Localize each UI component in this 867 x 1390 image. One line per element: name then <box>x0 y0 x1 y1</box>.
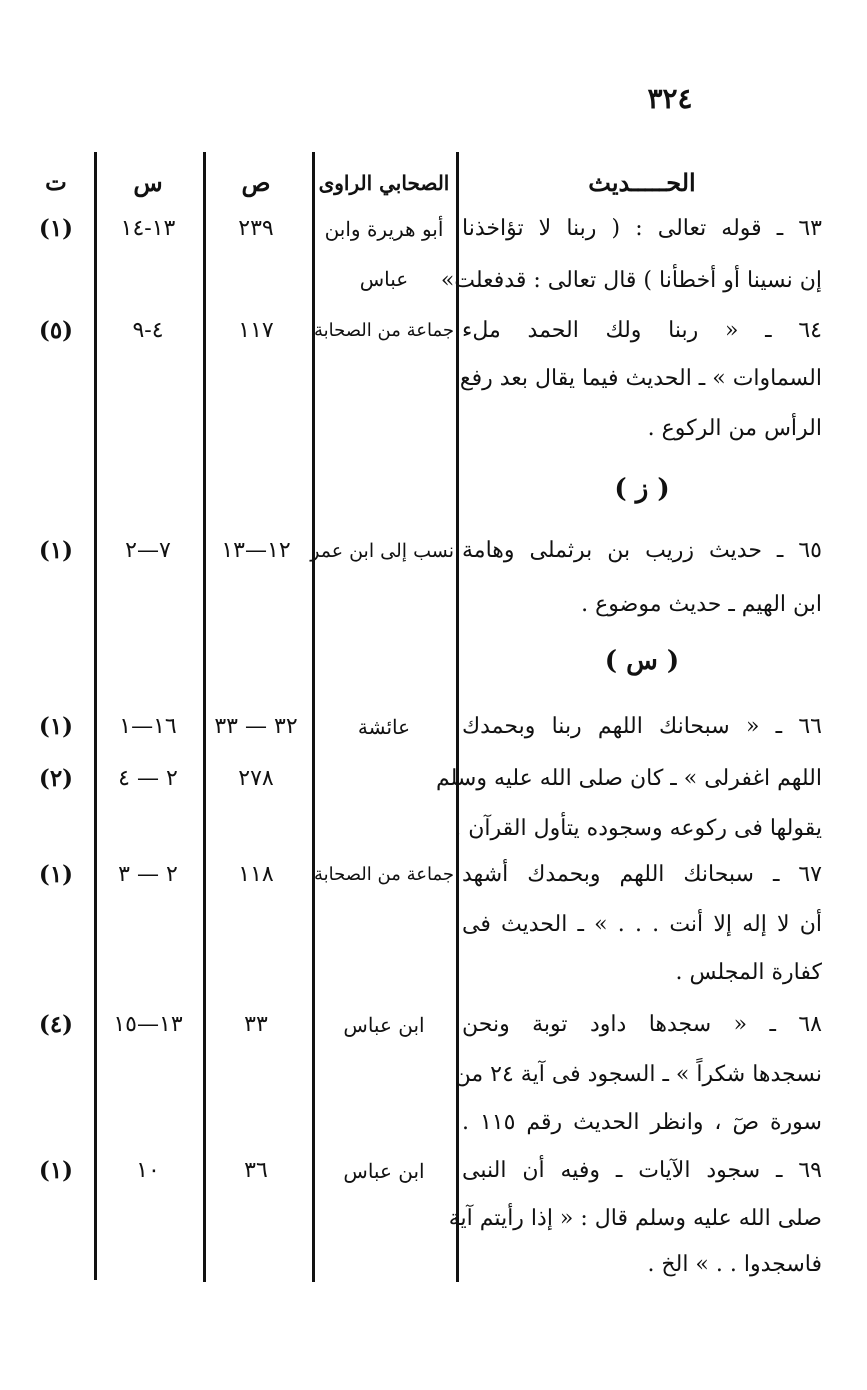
narrator-cell: عباس <box>359 267 409 291</box>
hadith-line: صلى الله عليه وسلم قال : « إذا رأيتم آية <box>448 1206 822 1231</box>
hadith-line: ابن الهيم ـ حديث موضوع . <box>581 592 822 617</box>
header-count: ت <box>45 169 67 196</box>
line-cell: ٤-٩ <box>132 318 164 343</box>
page-cell: ٣٦ <box>244 1158 268 1183</box>
column-rule <box>456 152 459 1282</box>
header-line: س <box>133 168 163 197</box>
line-cell: ٢ — ٤ <box>118 766 178 791</box>
hadith-line: إن نسينا أو أخطأنا ) قال تعالى : قدفعلت» <box>440 268 822 293</box>
narrator-cell: ابن عباس <box>343 1013 425 1037</box>
hadith-line: سورة صٓ ، وانظر الحديث رقم ١١٥ . <box>462 1110 822 1135</box>
page-cell: ١٢—١٣ <box>221 538 291 563</box>
hadith-line: ٦٨ ـ « سجدها داود توبة ونحن <box>462 1012 822 1037</box>
hadith-line: السماوات » ـ الحديث فيما يقال بعد رفع <box>459 366 822 391</box>
count-cell: (١) <box>38 537 74 564</box>
hadith-line: فاسجدوا . . » الخ . <box>647 1252 822 1277</box>
count-cell: (٢) <box>38 765 74 792</box>
narrator-cell: ابن عباس <box>343 1159 425 1183</box>
header-page: ص <box>241 168 271 197</box>
hadith-line: كفارة المجلس . <box>675 960 822 985</box>
line-cell: ١٠ <box>136 1158 160 1183</box>
page-cell: ٣٢ — ٣٣ <box>214 714 298 739</box>
narrator-cell: نسب إلى ابن عمر <box>310 540 454 562</box>
count-cell: (١) <box>38 215 74 242</box>
header-hadith: الحـــــديث <box>588 168 696 197</box>
line-cell: ٢ — ٣ <box>118 862 178 887</box>
line-cell: ١٣—١٥ <box>113 1012 183 1037</box>
narrator-cell: عائشة <box>357 715 411 739</box>
page-cell: ٢٣٩ <box>238 216 274 241</box>
hadith-line: ٦٩ ـ سجود الآيات ـ وفيه أن النبى <box>462 1158 822 1183</box>
narrator-cell: جماعة من الصحابة <box>313 864 454 885</box>
count-cell: (١) <box>38 1157 74 1184</box>
hadith-line: أن لا إله إلا أنت . . . » ـ الحديث فى <box>462 912 822 937</box>
count-cell: (٤) <box>38 1011 74 1038</box>
header-narrator: الصحابي الراوى <box>318 171 450 195</box>
hadith-line: ٦٤ ـ « ربنا ولك الحمد ملء <box>462 318 822 343</box>
line-cell: ١٣-١٤ <box>120 216 176 241</box>
line-cell: ١٦—١ <box>119 714 177 739</box>
section-letter: ( س ) <box>604 646 680 676</box>
page-number: ٣٢٤ <box>647 82 693 115</box>
hadith-line: الرأس من الركوع . <box>647 416 822 441</box>
count-cell: (٥) <box>38 317 74 344</box>
page-cell: ٣٣ <box>244 1012 268 1037</box>
page-cell: ٢٧٨ <box>238 766 274 791</box>
hadith-line: ٦٦ ـ « سبحانك اللهم ربنا وبحمدك <box>462 714 822 739</box>
hadith-line: اللهم اغفرلى » ـ كان صلى الله عليه وسلم <box>435 766 822 791</box>
column-rule <box>94 152 97 1280</box>
hadith-line: يقولها فى ركوعه وسجوده يتأول القرآن . <box>454 816 822 841</box>
narrator-cell: جماعة من الصحابة <box>313 320 454 341</box>
narrator-cell: أبو هريرة وابن <box>324 217 444 241</box>
hadith-line: ٦٥ ـ حديث زريب بن برثملى وهامة <box>462 538 822 563</box>
hadith-line: ٦٣ ـ قوله تعالى : ( ربنا لا تؤاخذنا <box>462 216 822 241</box>
section-letter: ( ز ) <box>614 474 670 504</box>
count-cell: (١) <box>38 861 74 888</box>
page-cell: ١١٧ <box>238 318 274 343</box>
hadith-line: نسجدها شكراً » ـ السجود فى آية ٢٤ من <box>454 1062 822 1087</box>
count-cell: (١) <box>38 713 74 740</box>
hadith-line: ٦٧ ـ سبحانك اللهم وبحمدك أشهد <box>462 862 822 887</box>
line-cell: ٧—٢ <box>125 538 171 563</box>
page-cell: ١١٨ <box>238 862 274 887</box>
